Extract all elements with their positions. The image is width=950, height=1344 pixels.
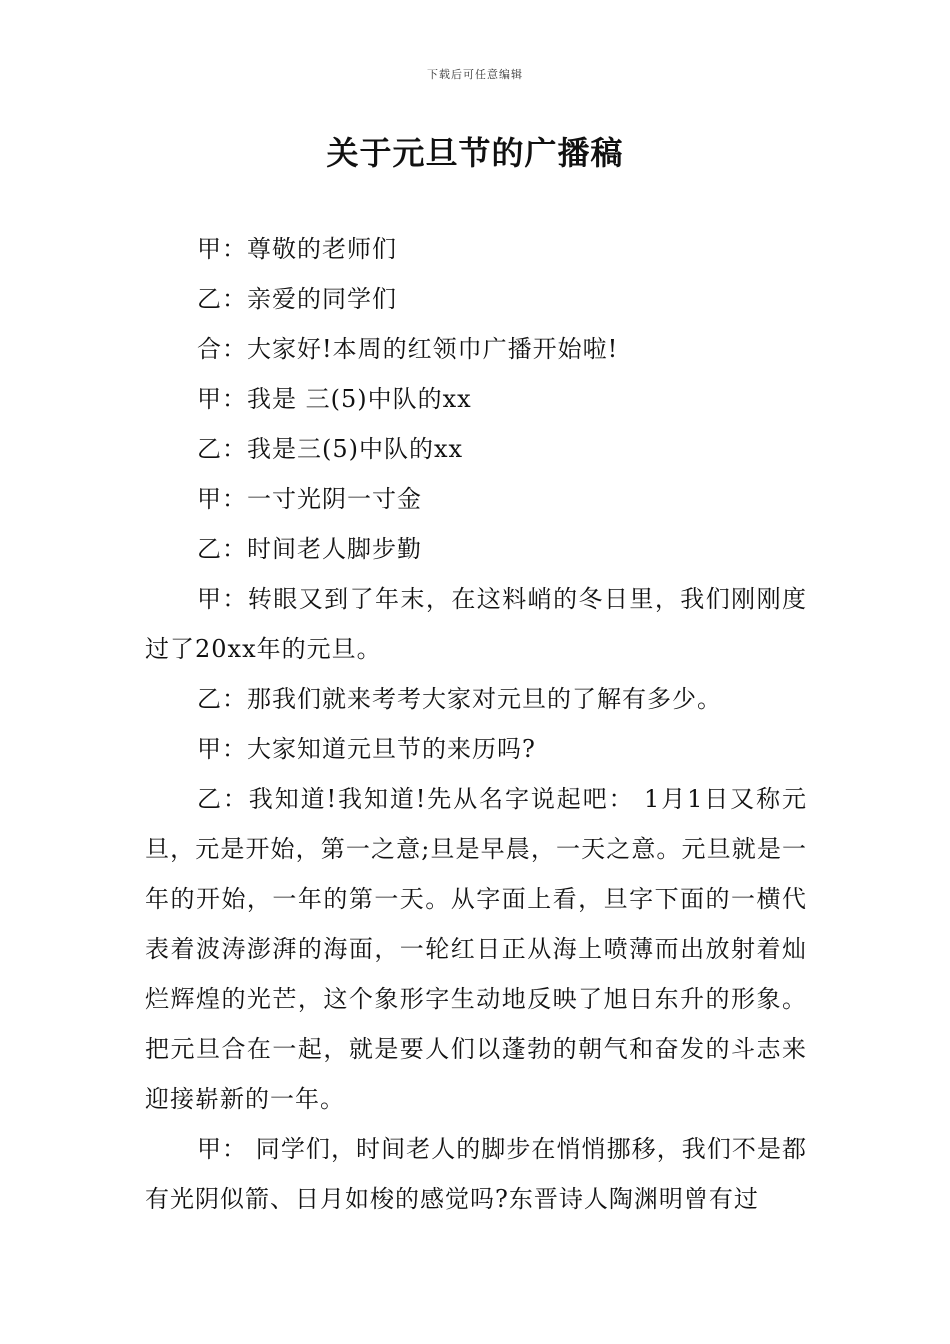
paragraph: 乙：我知道!我知道!先从名字说起吧： 1月1日又称元旦，元是开始，第一之意;旦是早晨，一天之意。元旦就是一年的开始，一年的第一天。从字面上看，旦字下面的一横代表着波涛澎湃的海面，一轮红日正从海上喷薄而出放射着灿烂辉煌的光芒，这个象形字生动地反映了旭日东升的形象。把元旦合在一起，就是要人们以蓬勃的朝气和奋发的斗志来迎接崭新的一年。: [145, 785, 807, 1113]
paragraph: 乙：那我们就来考考大家对元旦的了解有多少。: [197, 685, 722, 713]
paragraph: 甲：转眼又到了年末，在这料峭的冬日里，我们刚刚度过了20xx年的元旦。: [145, 585, 807, 663]
paragraph: 乙：亲爱的同学们: [197, 285, 397, 313]
paragraph: 乙：我是三(5)中队的xx: [197, 435, 464, 463]
paragraph: 甲：我是 三(5)中队的xx: [197, 385, 472, 413]
paragraph: 乙：时间老人脚步勤: [197, 535, 422, 563]
paragraph: 甲： 同学们，时间老人的脚步在悄悄挪移，我们不是都有光阴似箭、日月如梭的感觉吗?东晋诗人陶渊明曾有过: [145, 1135, 807, 1213]
document-title: 关于元旦节的广播稿: [326, 134, 624, 172]
paragraph: 甲：大家知道元旦节的来历吗?: [197, 735, 536, 763]
header-note: 下载后可任意编辑: [427, 68, 523, 81]
paragraph: 合：大家好!本周的红领巾广播开始啦!: [197, 335, 619, 363]
paragraph: 甲：尊敬的老师们: [197, 235, 397, 263]
document-body: [145, 224, 807, 1224]
paragraph: 甲：一寸光阴一寸金: [197, 485, 422, 513]
